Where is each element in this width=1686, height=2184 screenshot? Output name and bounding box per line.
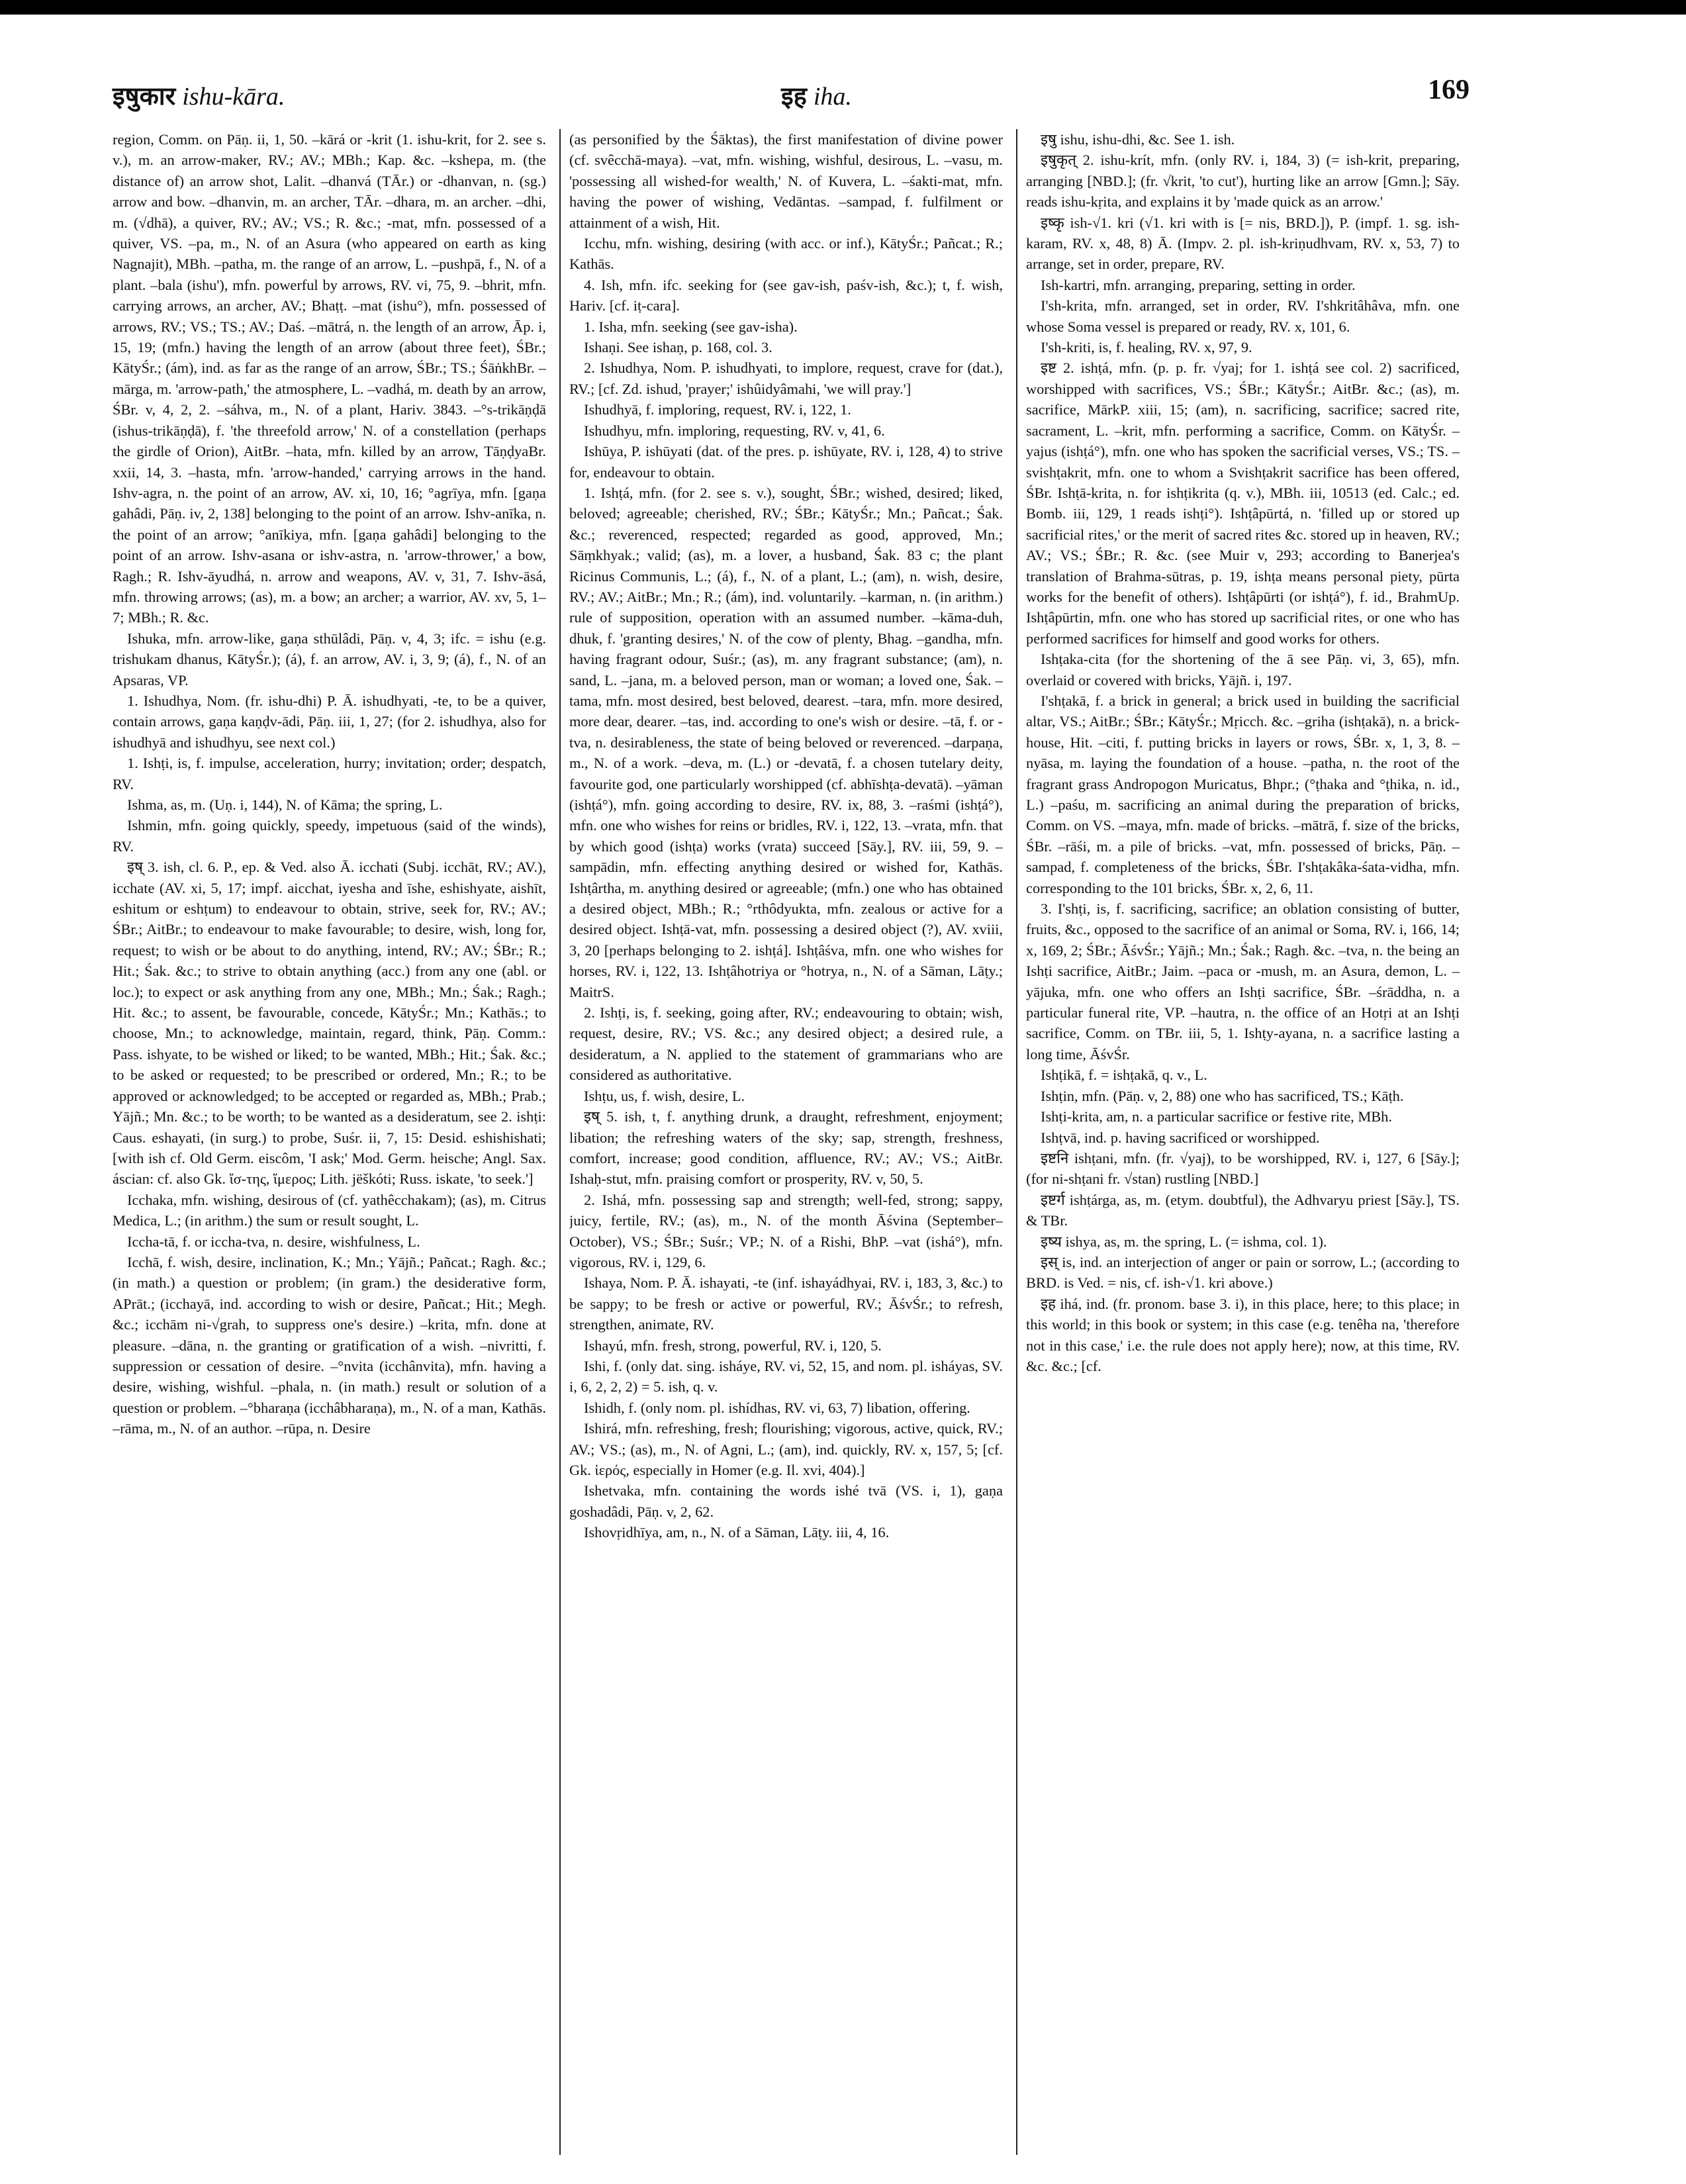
- dictionary-entry: 4. Ish, mfn. ifc. seeking for (see gav-ish, paśv-ish, &c.); t, f. wish, Hariv. [cf. iṭ-cara].: [569, 276, 1003, 314]
- dictionary-entry: 3. I'shṭi, is, f. sacrificing, sacrifice; an oblation consisting of butter, fruits, &c., opposed to the sacrifice of an animal or Soma, RV. i, 166, 14; x, 169, 2; ŚBr.; ĀśvŚr.; Yājñ.; Mn.; Śak.; Ragh. &c. –tva, n. the being an Ishṭi sacrifice, AitBr.; Jaim. –paca or -mush, m. an Asura, demon, L. –yājuka, mfn. one who offers an Ishṭi sacrifice, ŚBr. –śrāddha, n. a particular funeral rite, VP. –hautra, n. the office of an Hotṛi at an Ishṭi sacrifice, Comm. on TBr. iii, 5, 1. Ishṭy-ayana, n. a sacrifice lasting a long time, ĀśvŚr.: [1026, 900, 1460, 1063]
- scan-top-border: [0, 0, 1686, 15]
- dictionary-entry: इष्टर्ग ishṭárga, as, m. (etym. doubtful), the Adhvaryu priest [Sāy.], TS. & TBr.: [1026, 1191, 1460, 1229]
- header-middle-transliteration: iha.: [813, 83, 852, 111]
- dictionary-entry: I'sh-krita, mfn. arranged, set in order, RV. I'shkritâhâva, mfn. one whose Soma vessel is prepared or ready, RV. x, 101, 6.: [1026, 297, 1460, 335]
- dictionary-entry: Ishṭu, us, f. wish, desire, L.: [584, 1087, 745, 1104]
- dictionary-entry: I'shṭakā, f. a brick in general; a brick used in building the sacrificial altar, VS.; AitBr.; ŚBr.; KātyŚr.; Mṛicch. &c. –griha (ishṭakā), n. a brick-house, Hit. –citi, f. putting bricks in layers or rows, ŚBr. x, 1, 3, 8. –nyāsa, m. laying the foundation of a house. –patha, n. the root of the fragrant grass Andropogon Muricatus, Bhpr.; (°ṭhaka and °ṭhika, n. id., L.) –paśu, m. sacrificing an animal during the preparation of bricks, Comm. on VS. –maya, mfn. made of bricks. –mātrā, f. size of the bricks, ŚBr. –rāśi, m. a pile of bricks. –vat, mfn. possessed of bricks, Pāṇ. –sampad, f. completeness of the bricks, ŚBr. I'shṭakâka-śata-vidha, mfn. corresponding to the 101 bricks, ŚBr. x, 2, 6, 11.: [1026, 692, 1460, 896]
- dictionary-entry: Icchā, f. wish, desire, inclination, K.; Mn.; Yājñ.; Pañcat.; Ragh. &c.; (in math.) a question or problem; (in gram.) the desiderative form, APrāt.; (icchayā, ind. according to wish or desire, Pañcat.; Hit.; Megh. &c.; icchām ni-√grah, to suppress one's desire.) –krita, mfn. done at pleasure. –dāna, n. the granting or gratification of a wish. –nivritti, f. suppression or cessation of desire. –°nvita (icchânvita), mfn. having a desire, wishing, wishful. –phala, n. (in math.) result or solution of a question or problem. –°bharaṇa (icchâbharaṇa), m., N. of a man, Kathās. –rāma, m., N. of an author. –rūpa, n. Desire: [113, 1253, 546, 1437]
- dictionary-entry: इष्ट 2. ishṭá, mfn. (p. p. fr. √yaj; for 1. ishṭá see col. 2) sacrificed, worshipped with sacrifices, VS.; ŚBr.; KātyŚr.; AitBr. &c.; (as), m. sacrifice, MārkP. xiii, 15; (am), n. sacrificing, sacrifice; sacred rite, sacrament, L. –krit, mfn. performing a sacrifice, Comm. on KātyŚr. –yajus (ishṭá°), mfn. one who has spoken the sacrificial verses, VS.; TS. –svishṭakrit, mfn. one to whom a Svishṭakrit sacrifice has been offered, ŚBr. Ishṭā-krita, n. for ishṭikrita (q. v.), MBh. iii, 10513 (ed. Calc.; ed. Bomb. iii, 129, 1 reads ishṭi°). Ishṭâpūrtá, n. 'filled up or stored up sacrificial rites,' or the merit of sacred rites &c. stored up in heaven, RV.; AV.; VS.; ŚBr.; R. &c. (see Muir v, 293; according to Banerjea's translation of Brahma-sūtras, p. 19, ishṭa means personal piety, pūrta works for the benefit of others). Ishṭâpūrti (or ishṭá°), f. id., BrahmUp. Ishṭâpūrtin, mfn. one who has stored up sacrificial rites, or one who has performed sacrifices for himself and good works for others.: [1026, 359, 1460, 647]
- dictionary-entry: इषुकृत् 2. ishu-krít, mfn. (only RV. i, 184, 3) (= ish-krit, preparing, arranging [NBD.]; (fr. √krit, 'to cut'), hurting like an arrow [Gmn.]; Sāy. reads ishu-kṛita, and explains it by 'made quick as an arrow.': [1026, 152, 1460, 211]
- dictionary-entry: इष्य ishya, as, m. the spring, L. (= ishma, col. 1).: [1041, 1233, 1327, 1250]
- dictionary-entry: Ishṭi-krita, am, n. a particular sacrifice or festive rite, MBh.: [1041, 1108, 1392, 1125]
- dictionary-entry: 2. Ishudhya, Nom. P. ishudhyati, to implore, request, crave for (dat.), RV.; [cf. Zd. ishud, 'prayer;' ishûidyâmahi, 'we will pray.']: [569, 359, 1003, 397]
- header-left-devanagari: इषुकार: [113, 81, 176, 111]
- dictionary-entry: इह ihá, ind. (fr. pronom. base 3. i), in this place, here; to this place; in this world; in this book or system; in this case (e.g. tenêha na, 'therefore not in this case,' i.e. the rule does not apply here); now, at this time, RV. &c. &c.; [cf.: [1026, 1295, 1460, 1374]
- dictionary-entry: Ishovṛidhīya, am, n., N. of a Sāman, Lāṭy. iii, 4, 16.: [584, 1524, 890, 1541]
- dictionary-entry: इष्कृ ish-√1. kri (√1. kri with is [= nis, BRD.]), P. (impf. 1. sg. ish-karam, RV. x, 48, 8) Ā. (Impv. 2. pl. ish-kriṇudhvam, RV. x, 53, 7) to arrange, set in order, prepare, RV.: [1026, 214, 1460, 273]
- dictionary-entry: 2. Ishá, mfn. possessing sap and strength; well-fed, strong; sappy, juicy, fertile, RV.; (as), m., N. of the month Āśvina (September–October), VS.; ŚBr.; Suśr.; VP.; N. of a Rishi, BhP. –vat (ishá°), mfn. vigorous, RV. i, 129, 6.: [569, 1191, 1003, 1270]
- dictionary-entry: Ishirá, mfn. refreshing, fresh; flourishing; vigorous, active, quick, RV.; AV.; VS.; (as), m., N. of Agni, L.; (am), ind. quickly, RV. x, 157, 5; [cf. Gk. ἱερός, especially in Homer (e.g. Il. xvi, 404).]: [569, 1420, 1003, 1478]
- dictionary-column-2: [569, 129, 1003, 2161]
- dictionary-entry: इष् 5. ish, t, f. anything drunk, a draught, refreshment, enjoyment; libation; the refreshing waters of the sky; sap, strength, freshness, comfort, increase; good condition, affluence, RV.; AV.; VS.; AitBr. Ishaḥ-stut, mfn. praising comfort or prosperity, RV. v, 50, 5.: [569, 1108, 1003, 1188]
- dictionary-entry: Ishṭikā, f. = ishṭakā, q. v., L.: [1041, 1067, 1207, 1084]
- dictionary-entry: Ishuka, mfn. arrow-like, gaṇa sthūlâdi, Pāṇ. v, 4, 3; ifc. = ishu (e.g. trishukam dhanus, KātyŚr.); (á), f. an arrow, AV. i, 3, 9; (á), f., N. of an Apsaras, VP.: [113, 630, 546, 688]
- dictionary-entry: इष् 3. ish, cl. 6. P., ep. & Ved. also Ā. icchati (Subj. icchāt, RV.; AV.), icchate (AV. xi, 5, 17; impf. aicchat, iyesha and īshe, eshishyate, aishīt, eshitum or eshṭum) to endeavour to obtain, strive, seek for, RV.; AV.; ŚBr.; AitBr.; to endeavour to make favourable; to desire, wish, long for, request; to wish or be about to do anything, intend, RV.; AV.; ŚBr.; R.; Hit.; Śak. &c.; to strive to obtain anything (acc.) from any one (abl. or loc.); to expect or ask anything from any one, MBh.; Mn.; Śak.; Ragh.; Hit. &c.; to assent, be favourable, concede, KātyŚr.; Mn.; Kathās.; to choose, Mn.; to acknowledge, maintain, regard, think, Pāṇ. Comm.: Pass. ishyate, to be wished or liked; to be wanted, MBh.; Hit.; Śak. &c.; to be asked or requested; to be prescribed or ordered, Mn.; R.; to be approved or acknowledged; to be accepted or regarded as, MBh.; Prab.; Yājñ.; Mn. &c.; to be worth; to be wanted as a desideratum, see 2. ishṭi: Caus. eshayati, (in surg.) to probe, Suśr. ii, 7, 15: Desid. eshishishati; [with ish cf. Old Germ. eiscôm, 'I ask;' Mod. Germ. heische; Angl. Sax. áscian: cf. also Gk. ἴσ-της, ἵμερος; Lith. jëškóti; Russ. iskate, 'to seek.']: [113, 859, 546, 1188]
- dictionary-entry: 2. Ishṭi, is, f. seeking, going after, RV.; endeavouring to obtain; wish, request, desire, RV.; VS. &c.; any desired object; a desired rule, a desideratum, a N. applied to the statement of grammarians who are considered as authoritative.: [569, 1004, 1003, 1084]
- dictionary-entry: region, Comm. on Pāṇ. ii, 1, 50. –kārá or -krit (1. ishu-krit, for 2. see s. v.), m. an arrow-maker, RV.; AV.; MBh.; Kap. &c. –kshepa, m. (the distance of) an arrow shot, Lalit. –dhanvá (TĀr.) or -dhanvan, n. (sg.) arrow and bow. –dhanvin, m. an archer, TĀr. –dhara, m. an archer. –dhi, m. (√dhā), a quiver, RV.; AV.; VS.; R. &c.; -mat, mfn. possessed of a quiver, VS. –pa, m., N. of an Asura (who appeared on earth as king Nagnajit), MBh. –patha, m. the range of an arrow, L. –pushpā, f., N. of a plant. –bala (ishu'), mfn. powerful by arrows, RV. vi, 75, 9. –bhrit, mfn. carrying arrows, an archer, AV.; Bhaṭṭ. –mat (ishu°), mfn. possessed of arrows, RV.; VS.; TS.; AV.; Daś. –mātrá, n. the length of an arrow, Āp. i, 15, 19; (mfn.) having the length of an arrow (about three feet), ŚBr.; KātyŚr.; (ám), ind. as far as the range of an arrow, ŚBr.; TS.; ŚāṅkhBr. –mārga, m. 'arrow-path,' the atmosphere, L. –vadhá, m. death by an arrow, ŚBr. v, 4, 2, 2. –sáhva, m., N. of a plant, Hariv. 3843. –°s-trikāṇḍā (ishus-trikāṇḍā), f. 'the threefold arrow,' N. of a constellation (perhaps the girdle of Orion), AitBr. –hata, mfn. killed by an arrow, TāṇḍyaBr. xxii, 14, 3. –hasta, mfn. 'arrow-handed,' carrying arrows in the hand. Ishv-agra, n. the point of an arrow, AV. xi, 10, 16; °agrīya, mfn. [gaṇa gahâdi, Pāṇ. iv, 2, 138] belonging to the point of an arrow. Ishv-anīka, n. the point of an arrow; °anīkiya, mfn. [gaṇa gahâdi] belonging to the point of an arrow. Ishv-asana or ishv-astra, n. 'arrow-thrower,' a bow, Ragh.; R. Ishv-āyudhá, n. arrow and weapons, AV. v, 31, 7. Ishv-āsá, mfn. throwing arrows; (as), m. a bow; an archer; a warrior, AV. xv, 5, 1–7; MBh.; R. &c.: [113, 131, 546, 626]
- dictionary-entry: Ishaṇi. See ishaṇ, p. 168, col. 3.: [584, 339, 773, 356]
- dictionary-entry: Iccha-tā, f. or iccha-tva, n. desire, wishfulness, L.: [127, 1233, 420, 1250]
- dictionary-entry: Ishūya, P. ishūyati (dat. of the pres. p. ishūyate, RV. i, 128, 4) to strive for, endeavour to obtain.: [569, 443, 1003, 481]
- header-left-transliteration: ishu-kāra.: [182, 83, 285, 111]
- dictionary-entry: 1. Isha, mfn. seeking (see gav-isha).: [584, 318, 798, 335]
- dictionary-entry: Ishayú, mfn. fresh, strong, powerful, RV. i, 120, 5.: [584, 1337, 882, 1354]
- dictionary-entry: Ishetvaka, mfn. containing the words ishé tvā (VS. i, 1), gaṇa goshadâdi, Pāṇ. v, 2, 62.: [569, 1482, 1003, 1520]
- dictionary-entry: Ishudhyā, f. imploring, request, RV. i, 122, 1.: [584, 401, 851, 418]
- dictionary-entry: इष्टनि ishṭani, mfn. (fr. √yaj), to be worshipped, RV. i, 127, 6 [Sāy.]; (for ni-shṭani fr. √stan) rustling [NBD.]: [1026, 1149, 1460, 1188]
- dictionary-entry: इषु ishu, ishu-dhi, &c. See 1. ish.: [1041, 131, 1235, 148]
- dictionary-column-1: [113, 129, 546, 2161]
- dictionary-entry: Ishmin, mfn. going quickly, speedy, impetuous (said of the winds), RV.: [113, 817, 546, 855]
- dictionary-entry: Icchu, mfn. wishing, desiring (with acc. or inf.), KātyŚr.; Pañcat.; R.; Kathās.: [569, 235, 1003, 273]
- column-divider: [1016, 129, 1017, 2155]
- dictionary-column-3: [1026, 129, 1460, 2161]
- page-header: [113, 75, 1470, 118]
- dictionary-entry: Ishaya, Nom. P. Ā. ishayati, -te (inf. ishayádhyai, RV. i, 183, 3, &c.) to be sappy; to be fresh or active or powerful, RV.; ĀśvŚr.; to refresh, strengthen, animate, RV.: [569, 1274, 1003, 1333]
- dictionary-entry: Ishṭin, mfn. (Pāṇ. v, 2, 88) one who has sacrificed, TS.; Kāṭh.: [1041, 1087, 1404, 1104]
- dictionary-entry: I'sh-kriti, is, f. healing, RV. x, 97, 9.: [1041, 339, 1252, 356]
- column-divider: [559, 129, 561, 2155]
- dictionary-entry: 1. Ishudhya, Nom. (fr. ishu-dhi) P. Ā. ishudhyati, -te, to be a quiver, contain arrows, gaṇa kaṇḍv-ādi, Pāṇ. iii, 1, 27; (for 2. ishudhya, also for ishudhyā and ishudhyu, see next col.): [113, 692, 546, 751]
- dictionary-entry: Ishi, f. (only dat. sing. isháye, RV. vi, 52, 15, and nom. pl. isháyas, SV. i, 6, 2, 2, 2) = 5. ish, q. v.: [569, 1357, 1003, 1396]
- dictionary-entry: Ish-kartri, mfn. arranging, preparing, setting in order.: [1041, 276, 1356, 293]
- page-number: 169: [1428, 75, 1470, 105]
- dictionary-entry: Ishidh, f. (only nom. pl. ishídhas, RV. vi, 63, 7) libation, offering.: [584, 1399, 970, 1416]
- dictionary-entry: Ishṭaka-cita (for the shortening of the ā see Pāṇ. vi, 3, 65), mfn. overlaid or covered with bricks, Yājñ. i, 197.: [1026, 651, 1460, 688]
- dictionary-entry: (as personified by the Śāktas), the first manifestation of divine power (cf. svêcchā-maya). –vat, mfn. wishing, wishful, desirous, L. –vasu, m. 'possessing all wished-for wealth,' N. of Kuvera, L. –śakti-mat, mfn. having the power of wishing, Vedāntas. –sampad, f. fulfilment or attainment of a wish, Hit.: [569, 131, 1003, 231]
- dictionary-entry: इस् is, ind. an interjection of anger or pain or sorrow, L.; (according to BRD. is Ved. = nis, cf. ish-√1. kri above.): [1026, 1253, 1460, 1292]
- dictionary-entry: Ishṭvā, ind. p. having sacrificed or worshipped.: [1041, 1129, 1320, 1146]
- header-left-headword: [113, 78, 285, 113]
- dictionary-entry: Icchaka, mfn. wishing, desirous of (cf. yathêcchakam); (as), m. Citrus Medica, L.; (in arithm.) the sum or result sought, L.: [113, 1191, 546, 1229]
- dictionary-entry: Ishudhyu, mfn. imploring, requesting, RV. v, 41, 6.: [584, 422, 885, 439]
- dictionary-entry: 1. Ishṭi, is, f. impulse, acceleration, hurry; invitation; order; despatch, RV.: [113, 755, 546, 792]
- dictionary-entry: Ishma, as, m. (Uṇ. i, 144), N. of Kāma; the spring, L.: [127, 796, 443, 813]
- header-middle-headword: [781, 78, 852, 113]
- dictionary-entry: 1. Ishṭá, mfn. (for 2. see s. v.), sought, ŚBr.; wished, desired; liked, beloved; agreeable; cherished, RV.; ŚBr.; KātyŚr.; Mn.; Pañcat.; Śak. &c.; reverenced, respected; regarded as good, approved, Mn.; Sāṃkhyak.; valid; (as), m. a lover, a husband, Śak. 83 c; the plant Ricinus Communis, L.; (á), f., N. of a plant, L.; (am), n. wish, desire, RV.; AV.; AitBr.; Mn.; R.; (ám), ind. voluntarily. –karman, n. (in arithm.) rule of supposition, operation with an assumed number. –kāma-duh, dhuk, f. 'granting desires,' N. of the cow of plenty, Bhag. –gandha, mfn. having fragrant odour, Suśr.; (as), m. any fragrant substance; (am), n. sand, L. –jana, m. a beloved person, man or woman; a loved one, Śak. –tama, mfn. most desired, best beloved, dearest. –tara, mfn. more desired, more dear, dearer. –tas, ind. according to one's wish or desire. –tā, f. or -tva, n. desirableness, the state of being beloved or reverenced. –darpaṇa, m., N. of a work. –deva, m. (L.) or -devatā, f. a chosen tutelary deity, favourite god, one particularly worshipped (cf. abhīshṭa-devatā). –yāman (ishṭá°), mfn. going according to desire, RV. ix, 88, 3. –raśmi (ishṭá°), mfn. one who wishes for reins or bridles, RV. i, 122, 13. –vrata, mfn. that by which good (ishṭa) works (vrata) succeed [Sāy.], RV. iii, 59, 9. –sampādin, mfn. effecting anything desired or wished for, Kathās. Ishṭârtha, m. anything desired or agreeable; (mfn.) one who has obtained a desired object, MBh.; R.; °rthôdyukta, mfn. zealous or active for a desired object. Ishṭā-vat, mfn. possessing a desired object (?), AV. xviii, 3, 20 [perhaps belonging to 2. ishṭá]. Ishṭâśva, mfn. one who wishes for horses, RV. i, 122, 13. Ishṭâhotriya or °hotrya, n., N. of a Sāman, Lāṭy.; MaitrS.: [569, 484, 1003, 1000]
- header-middle-devanagari: इह: [781, 81, 807, 111]
